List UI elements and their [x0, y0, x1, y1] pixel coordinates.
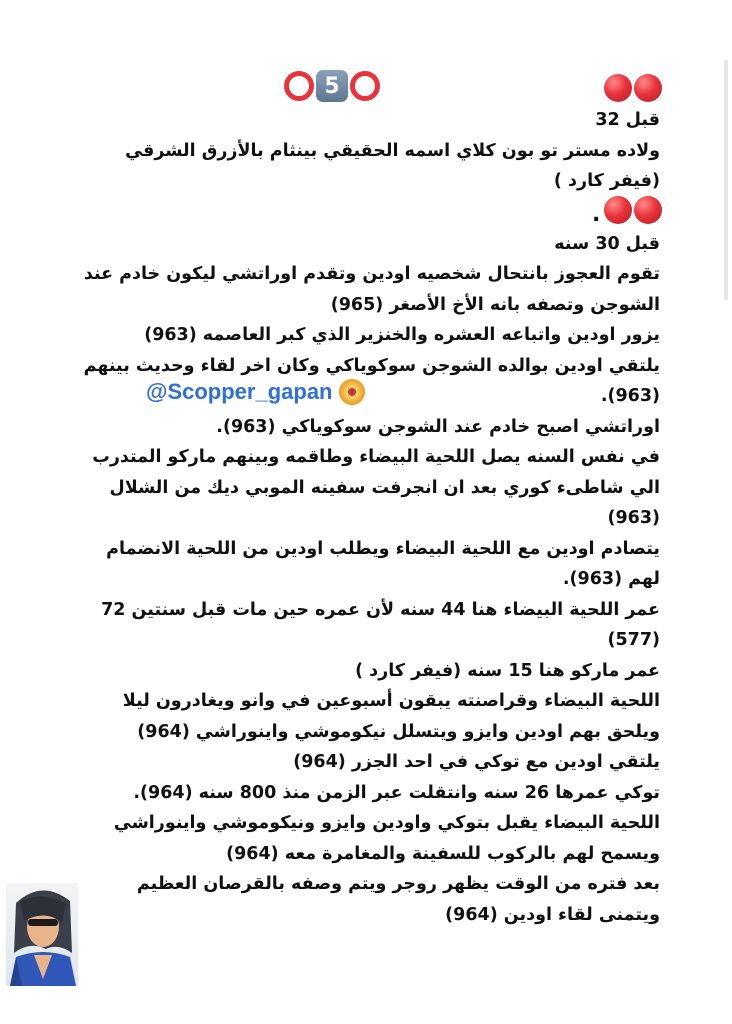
period-mark: .: [592, 202, 601, 227]
heading-line: قبل 32: [595, 110, 660, 130]
text-line: بعد فتره من الوقت يظهر روجر ويتم وصفه بالقرصان العظيم ويتمنى لقاء اودين (964): [136, 874, 660, 925]
text-line: تقوم العجوز بانتحال شخصيه اودين وتقدم اوراتشي ليكون خادم عند الشوجن وتصفه بانه الأخ الأصغر (965): [83, 264, 660, 315]
text-line: في نفس السنه يصل اللحية البيضاء وطاقمه وبينهم ماركو المتدرب الي شاطىء كوري بعد ان انجرفت سفينه الموبي ديك من الشلال (963): [92, 447, 660, 528]
text-line: يتصادم اودين مع اللحية البيضاء ويطلب اودين من اللحية الانضمام لهم (963).: [106, 538, 660, 589]
text-line: يلتقي اودين مع توكي في احد الجزر (964): [293, 752, 660, 772]
avatar: [6, 883, 78, 986]
author-handle: @Scopper_gapan: [146, 379, 333, 404]
text-line: اللحية البيضاء وقراصنته يبقون أسبوعين في وانو ويغادرون ليلا ويلحق بهم اودين وايزو ويتسلل نيكوموشي واينوراشي (964): [122, 691, 660, 742]
red-circle-icon: [634, 74, 662, 102]
red-circle-icon: [604, 74, 632, 102]
author-watermark: [146, 375, 365, 409]
text-line: اوراتشي اصبح خادم عند الشوجن سوكوياكي (963).: [216, 416, 660, 437]
scrollbar[interactable]: [724, 60, 728, 300]
text-line: (963).: [600, 386, 660, 406]
heading-line: قبل 30 سنه: [554, 233, 660, 254]
timeline-text: [72, 105, 660, 930]
emoji-header: [284, 66, 380, 106]
text-line: ولاده مستر تو بون كلاي اسمه الحقيقي بينثام بالأزرق الشرقي (فيفر كارد ): [125, 140, 660, 191]
sun-logo-icon: [339, 379, 365, 405]
text-line: يزور اودين واتباعه العشره والخنزير الذي كبر العاصمه (963): [144, 325, 660, 345]
keycap-five-icon: 5: [316, 70, 348, 102]
text-line: يلتقي اودين بوالده الشوجن سوكوياكي وكان اخر لقاء وحديث بينهم: [83, 355, 660, 376]
red-ring-icon: [350, 71, 380, 101]
red-ring-icon: [284, 71, 314, 101]
red-circles-1: [604, 74, 662, 102]
text-line: عمر ماركو هنا 15 سنه (فيفر كارد ): [355, 660, 660, 681]
text-line: عمر اللحية البيضاء هنا 44 سنه لأن عمره حين مات قبل سنتين 72 (577): [101, 599, 660, 650]
text-line: توكي عمرها 26 سنه وانتقلت عبر الزمن منذ 800 سنه (964).: [133, 782, 660, 803]
text-line: اللحية البيضاء يقبل بتوكي واودين وايزو ونيكوموشي واينوراشي ويسمح لهم بالركوب للسفينة والمغامرة معه (964): [113, 813, 660, 864]
